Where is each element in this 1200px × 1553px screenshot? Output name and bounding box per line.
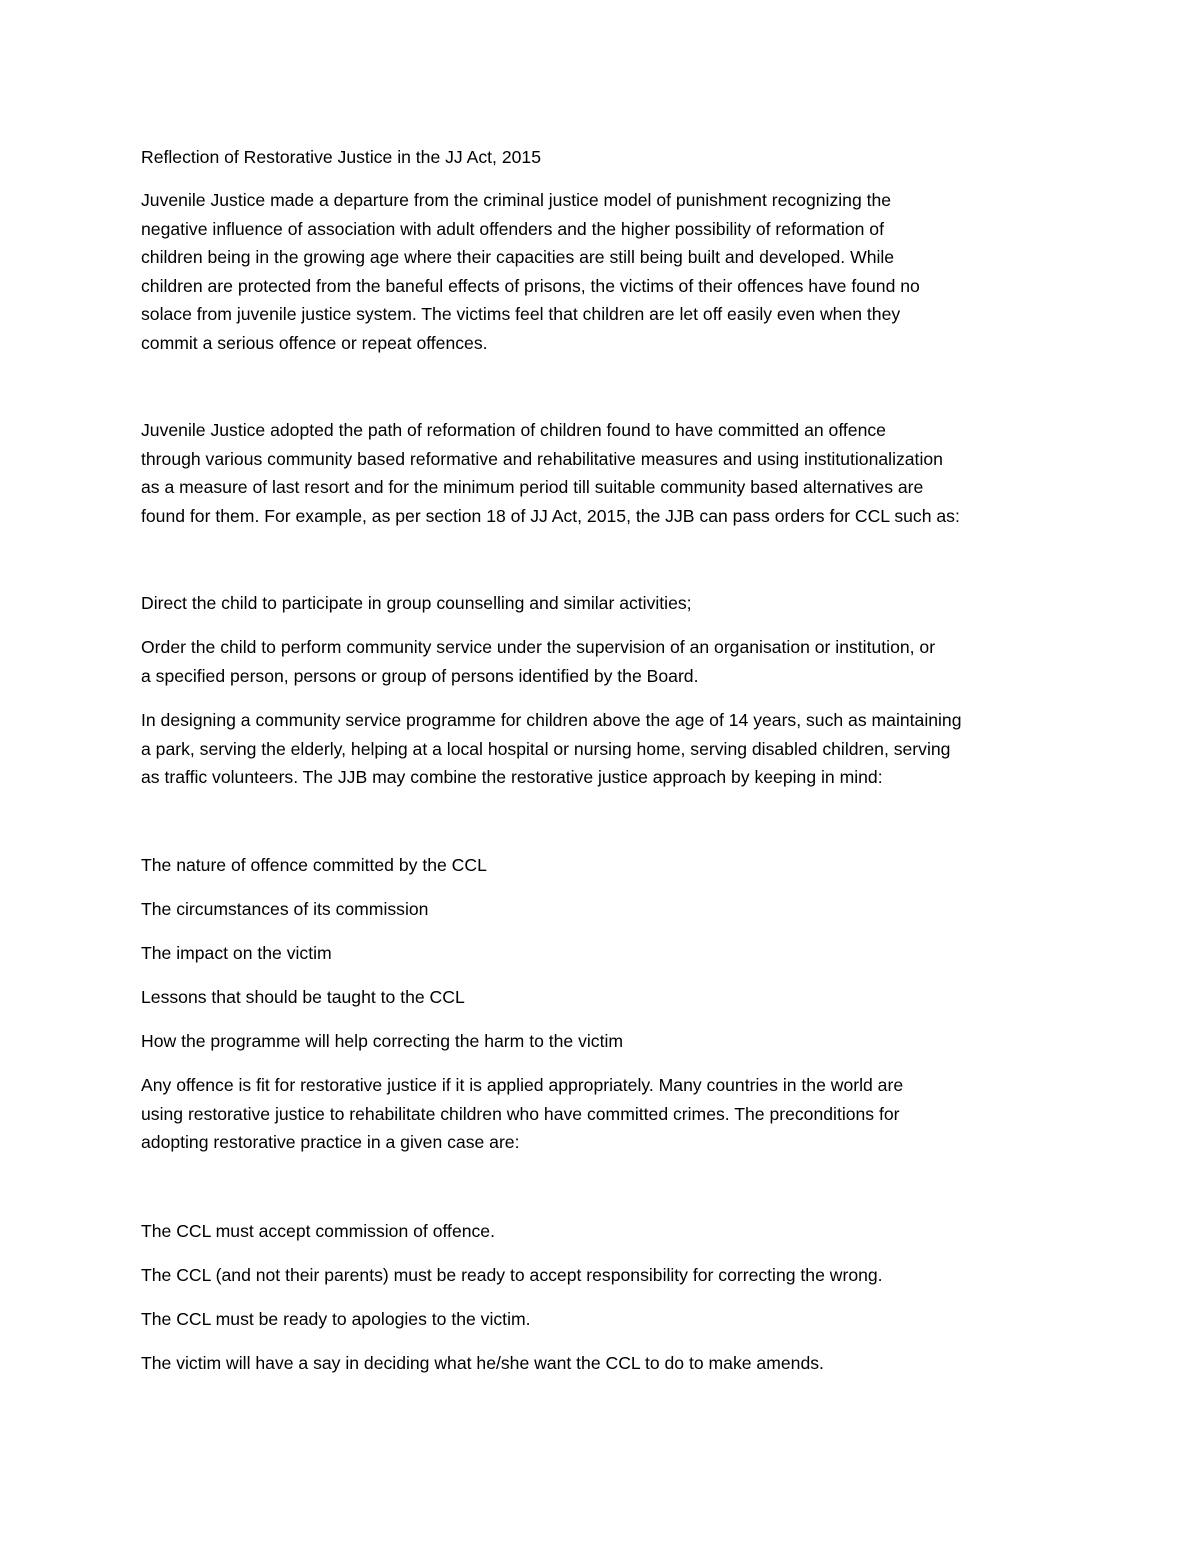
order-item: Direct the child to participate in group counselling and similar activities; xyxy=(141,593,692,613)
text-line: negative influence of association with adult offenders and the higher possibility of reformation of xyxy=(141,218,884,239)
order-item: Order the child to perform community service under the supervision of an organisation or institution, or xyxy=(141,637,936,657)
text-line: children are protected from the baneful effects of prisons, the victims of their offences have found no xyxy=(141,275,920,296)
text-line: Juvenile Justice made a departure from the criminal justice model of punishment recognizing the xyxy=(141,190,892,210)
precondition-item: The CCL (and not their parents) must be ready to accept responsibility for correcting the wrong. xyxy=(141,1265,883,1285)
text-line: as traffic volunteers. The JJB may combine the restorative justice approach by keeping in mind: xyxy=(141,767,883,788)
text-line: Any offence is fit for restorative justice if it is applied appropriately. Many countries in the world are xyxy=(141,1075,904,1095)
text-line: solace from juvenile justice system. The victims feel that children are let off easily even when they xyxy=(141,304,901,325)
text-line: as a measure of last resort and for the minimum period till suitable community based alternatives are xyxy=(141,477,924,498)
text-line: found for them. For example, as per section 18 of JJ Act, 2015, the JJB can pass orders for CCL such as: xyxy=(141,505,960,526)
consideration-item: How the programme will help correcting the harm to the victim xyxy=(141,1031,624,1051)
text-line: a park, serving the elderly, helping at a local hospital or nursing home, serving disabled children, serving xyxy=(141,738,951,759)
precondition-item: The CCL must accept commission of offence. xyxy=(141,1221,495,1241)
text-line: using restorative justice to rehabilitate children who have committed crimes. The preconditions for xyxy=(141,1103,900,1124)
document-title: Reflection of Restorative Justice in the JJ Act, 2015 xyxy=(141,147,541,167)
text-line: adopting restorative practice in a given case are: xyxy=(141,1132,520,1153)
consideration-item: Lessons that should be taught to the CCL xyxy=(141,987,465,1007)
text-line: commit a serious offence or repeat offences. xyxy=(141,333,488,353)
text-line: In designing a community service programme for children above the age of 14 years, such as maintaining xyxy=(141,710,962,730)
text-line: Juvenile Justice adopted the path of reformation of children found to have committed an offence xyxy=(141,420,886,440)
text-line: through various community based reformative and rehabilitative measures and using institutionalization xyxy=(141,448,943,469)
consideration-item: The nature of offence committed by the CCL xyxy=(141,855,487,875)
order-item-continued: a specified person, persons or group of persons identified by the Board. xyxy=(141,665,699,686)
precondition-item: The CCL must be ready to apologies to the victim. xyxy=(141,1309,531,1329)
consideration-item: The impact on the victim xyxy=(141,943,332,963)
consideration-item: The circumstances of its commission xyxy=(141,899,429,919)
text-line: children being in the growing age where their capacities are still being built and developed. While xyxy=(141,247,895,268)
precondition-item: The victim will have a say in deciding what he/she want the CCL to do to make amends. xyxy=(141,1353,824,1373)
